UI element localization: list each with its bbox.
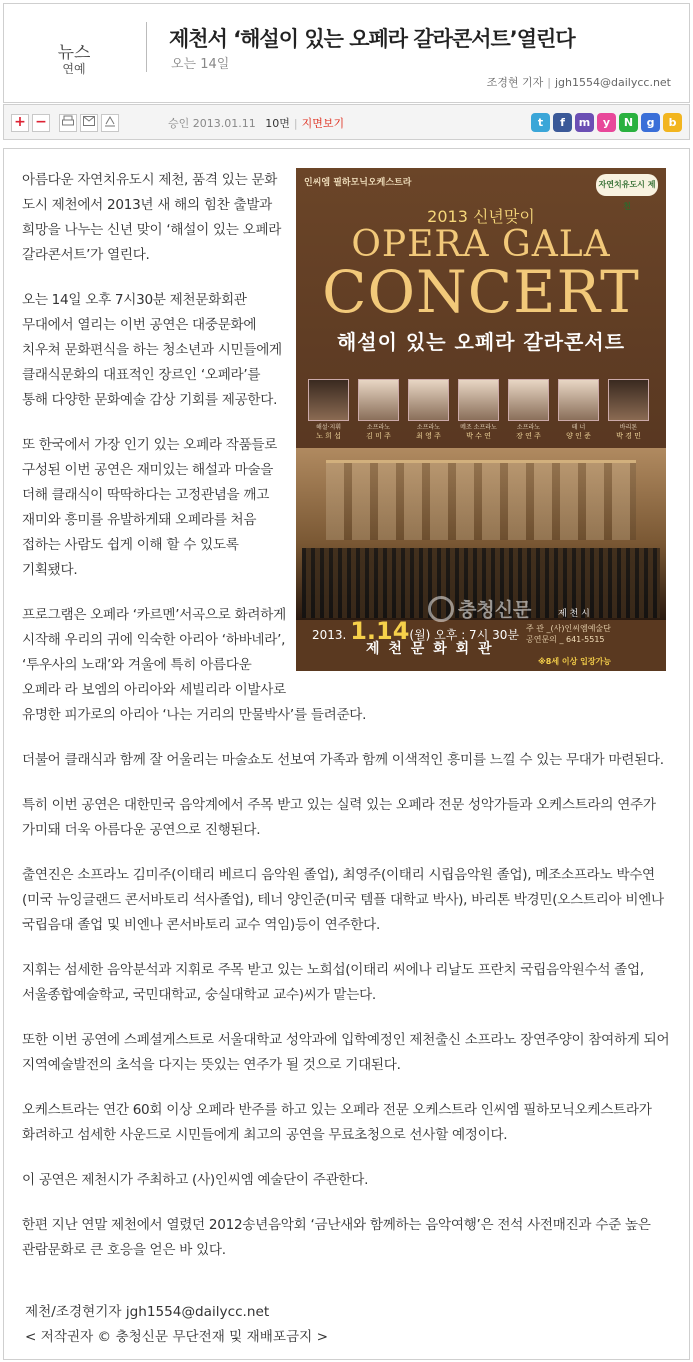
article-toolbar xyxy=(3,104,690,140)
body-paragraph: 아름다운 자연치유도시 제천, 품격 있는 문화 도시 제천에서 2013년 새 해의 힘찬 출발과 희망을 나누는 신년 맞이 ‘해설이 있는 오페라 갈라콘서트’가 열린다. xyxy=(22,172,282,263)
performer-role: 소프라노 xyxy=(416,424,441,431)
date-day-big: 1.14 xyxy=(350,617,410,645)
performer-name: 양 인 준 xyxy=(566,432,591,440)
performer-photo xyxy=(508,379,549,421)
approved-label: 승인 xyxy=(168,117,190,130)
article-header xyxy=(3,3,690,103)
watermark-logo-icon xyxy=(428,596,454,622)
performer-role: 소프라노 xyxy=(516,424,541,431)
body-paragraph: 오케스트라는 연간 60회 이상 오페라 반주를 하고 있는 오페라 전문 오케스트라 인씨엠 필하모닉오케스트라가 화려하고 섬세한 사운드로 시민들에게 최고의 공연을 무료초청으로 선사할 예정이다. xyxy=(22,1102,652,1143)
body-paragraph: 한편 지난 연말 제천에서 열렸던 2012송년음악회 ‘금난새와 함께하는 음악여행’은 전석 사전매진과 수준 높은 관람문화로 큰 호응을 얻은 바 있다. xyxy=(22,1217,651,1258)
byline xyxy=(487,74,671,90)
body-paragraph: 지휘는 섬세한 음악분석과 지휘로 주목 받고 있는 노희섭(이태리 씨에나 리날도 프란치 국립음악원수석 졸업, 서울종합예술학교, 국민대학교, 숭실대학교 교수)씨가 맡는다. xyxy=(22,962,644,1003)
print-icon[interactable] xyxy=(59,114,77,132)
google-share-icon[interactable]: g xyxy=(641,113,660,132)
poster-year-line: 2013 신년맞이 xyxy=(427,207,535,226)
meta-separator: | xyxy=(293,117,298,130)
reporter-email[interactable]: jgh1554@dailycc.net xyxy=(555,76,671,89)
subsection-name[interactable]: 연예 xyxy=(62,62,86,76)
poster-info xyxy=(526,623,611,645)
date-weekday: (월) xyxy=(409,628,431,642)
body-paragraph: 출연진은 소프라노 김미주(이태리 베르디 음악원 졸업), 최영주(이태리 시립음악원 졸업), 메조소프라노 박수연(미국 뉴잉글랜드 콘서바토리 석사졸업), 테너 양인준(미국 템플 대학교 박사), 바리톤 박경민(오스트리아 비엔나 국립음대 졸업 및 비엔나 콘서바토리 교수 역임)등이 연주한다. xyxy=(22,867,664,933)
performer-name: 김 미 주 xyxy=(366,432,391,440)
poster-host: 제 천 시 xyxy=(558,609,590,619)
body-paragraph: 오는 14일 오후 7시30분 제천문화회관 무대에서 열리는 이번 공연은 대중문화에 치우쳐 문화편식을 하는 청소년과 시민들에게 클래식문화의 대표적인 장르인 ‘오페라’를 통해 다양한 문화예술 감상 기회를 제공한다. xyxy=(22,292,282,408)
body-paragraph: 또 한국에서 가장 인기 있는 오페라 작품들로 구성된 이번 공연은 재미있는 해설과 마술을 더해 클래식이 딱딱하다는 고정관념을 깨고 재미와 흥미를 유발하게돼 오페라를 처음 접하는 사람도 쉽게 이해 할 수 있도록 기획됐다. xyxy=(22,437,278,578)
performer-name: 박 수 연 xyxy=(466,432,491,440)
publish-date: 2013.01.11 xyxy=(192,117,256,130)
body-paragraph: 특히 이번 공연은 대한민국 음악계에서 주목 받고 있는 실력 있는 오페라 전문 성악가들과 오케스트라의 연주가 가미돼 더욱 아름다운 공연으로 진행된다. xyxy=(22,797,656,838)
yozm-share-icon[interactable]: y xyxy=(597,113,616,132)
twitter-share-icon[interactable]: t xyxy=(531,113,550,132)
performer-role: 소프라노 xyxy=(366,424,391,431)
performer-photo xyxy=(408,379,449,421)
byline-separator: | xyxy=(547,76,551,89)
poster-contact: 공연문의 _ 641-5515 xyxy=(526,635,605,644)
date-year: 2013. xyxy=(312,628,347,642)
poster-time: 오후 : 7시 30분 xyxy=(434,628,519,642)
performer-name: 장 연 주 xyxy=(516,432,541,440)
body-paragraph: 또한 이번 공연에 스페셜게스트로 서울대학교 성악과에 입학예정인 제천출신 소프라노 장연주양이 참여하게 되어 지역예술발전의 초석을 다지는 뜻있는 연주가 될 것으로 기대된다. xyxy=(22,1032,670,1073)
facebook-share-icon[interactable]: f xyxy=(553,113,572,132)
font-size-down-button[interactable]: − xyxy=(32,114,50,132)
poster-brand: 인씨엠 필하모닉오케스트라 xyxy=(304,178,412,188)
email-icon[interactable] xyxy=(80,114,98,132)
body-paragraph: 더불어 클래식과 함께 잘 어울리는 마술쇼도 선보여 가족과 함께 이색적인 흥미를 느낄 수 있는 무대가 마련된다. xyxy=(22,752,664,768)
poster-age: ※8세 이상 입장가능 xyxy=(538,657,612,666)
reporter-name: 조경현 기자 xyxy=(486,76,544,89)
watermark: 충청신문 xyxy=(458,599,532,621)
bookmark-share-icon[interactable]: b xyxy=(663,113,682,132)
paper-view-link[interactable]: 지면보기 xyxy=(301,117,345,130)
performer-name: 노 희 섭 xyxy=(316,432,341,440)
article-signature: 제천/조경현기자 jgh1554@dailycc.net xyxy=(25,1304,270,1320)
poster-opera-text: OPERA GALA xyxy=(351,224,611,265)
scrap-icon[interactable] xyxy=(101,114,119,132)
performer-role: 메조 소프라노 xyxy=(460,424,497,431)
performer-role: 바리톤 xyxy=(619,424,638,431)
poster-venue: 제 천 문 화 회 관 xyxy=(366,641,494,657)
naver-share-icon[interactable]: N xyxy=(619,113,638,132)
performer-photo xyxy=(558,379,599,421)
performer-photo xyxy=(358,379,399,421)
performer-name: 박 경 민 xyxy=(616,432,641,440)
city-logo: 자연치유도시 제천 xyxy=(596,174,658,196)
performer-photo xyxy=(608,379,649,421)
performer-name: 최 영 주 xyxy=(416,432,441,440)
performer-photo xyxy=(458,379,499,421)
poster-concert-text: CONCERT xyxy=(322,258,640,326)
divider xyxy=(146,22,147,72)
section-label xyxy=(4,4,144,104)
poster-subtitle: 해설이 있는 오페라 갈라콘서트 xyxy=(336,330,626,354)
page-subtitle: 오는 14일 xyxy=(171,57,230,72)
body-paragraph: 프로그램은 오페라 ‘카르멘’서곡으로 화려하게 시작해 우리의 귀에 익숙한 아리아 ‘하바네라’, ‘투우사의 노래’와 겨울에 특히 아름다운 오페라 라 보엠의 아리아와 세빌리라 이발사로 유명한 피가로의 아리아 ‘나는 거리의 만물박사’를 들려준다. xyxy=(22,607,367,723)
page-number: 10면 xyxy=(265,117,290,130)
copyright-notice: < 저작권자 © 충청신문 무단전재 및 재배포금지 > xyxy=(25,1329,328,1345)
section-name[interactable]: 뉴스 xyxy=(57,43,91,63)
page-title: 제천서 ‘해설이 있는 오페라 갈라콘서트’열린다 xyxy=(169,27,575,51)
poster-organizer: 주 관 _(사)인씨엠예술단 xyxy=(526,624,611,633)
me2day-share-icon[interactable]: m xyxy=(575,113,594,132)
performer-role: 해설·지휘 xyxy=(315,424,342,431)
stage-arches xyxy=(326,460,636,540)
font-size-up-button[interactable]: + xyxy=(11,114,29,132)
performer-role: 테 너 xyxy=(571,424,586,431)
article-meta xyxy=(168,115,344,131)
performer-photo xyxy=(308,379,349,421)
body-paragraph: 이 공연은 제천시가 주최하고 (사)인씨엠 예술단이 주관한다. xyxy=(22,1172,369,1188)
